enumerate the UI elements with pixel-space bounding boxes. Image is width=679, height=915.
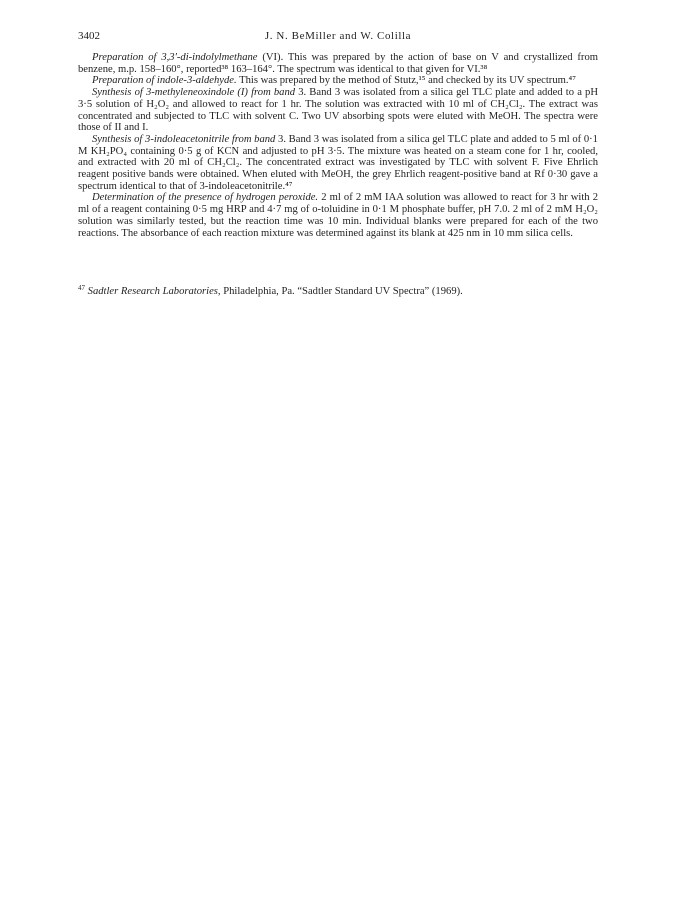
page-number: 3402 bbox=[78, 30, 100, 42]
footnote-marker: 47 bbox=[78, 284, 85, 292]
footnote-body: Philadelphia, Pa. “Sadtler Standard UV Spectra” (1969). bbox=[220, 286, 463, 297]
footnotes bbox=[78, 286, 598, 298]
paragraph-body: 3. Band 3 was isolated from a silica gel TLC plate and added to a pH 3·5 solution of H₂O₂ and allowed to react for 1 hr. The solution was extracted with 10 ml of CH₂Cl₂. The extract was concentrated and subjected to TLC with solvent C. Two UV absorbing spots were eluted with MeOH. The spectra were those of II and I. bbox=[78, 87, 598, 134]
paragraph-body: 3. Band 3 was isolated from a silica gel TLC plate and added to 5 ml of 0·1 M KH₂PO₄ containing 0·5 g of KCN and adjusted to pH 3·5. The mixture was heated on a steam cone for 1 hr, cooled, and extracted with 20 ml of CH₂Cl₂. The concentrated extract was investigated by TLC with solvent F. Five Ehrlich reagent positive bands were obtained. When eluted with MeOH, the grey Ehrlich reagent-positive band at Rf 0·30 gave a spectrum identical to that of 3-indoleacetonitrile.⁴⁷ bbox=[78, 133, 598, 192]
paragraph-methyleneoxindole bbox=[78, 87, 598, 134]
paragraph-title: Synthesis of 3-methyleneoxindole (I) from band bbox=[92, 87, 296, 99]
paragraph-indoleacetonitrile bbox=[78, 134, 598, 193]
page-header bbox=[78, 30, 598, 46]
methods-text bbox=[78, 52, 598, 239]
paragraph-body: 2 ml of 2 mM IAA solution was allowed to react for 3 hr with 2 ml of a reagent containing 0·5 mg HRP and 4·7 mg of o-toluidine in 0·1 M phosphate buffer, pH 7.0. 2 ml of 2 mM H₂O₂ solution was similarly tested, but the reaction time was 10 min. Individual blanks were prepared for each of the two reactions. The absorbance of each reaction mixture was determined against its blank at 425 nm in 10 mm silica cells. bbox=[78, 192, 599, 239]
paragraph-indole-aldehyde bbox=[78, 75, 598, 87]
paragraph-title: Synthesis of 3-indoleacetonitrile from band bbox=[92, 133, 276, 145]
paragraph-title: Determination of the presence of hydrogen peroxide. bbox=[92, 192, 319, 204]
paragraph-hydrogen-peroxide bbox=[78, 192, 598, 239]
paragraph-di-indolylmethane bbox=[78, 52, 598, 75]
paragraph-body: This was prepared by the method of Stutz,¹⁵ and checked by its UV spectrum.⁴⁷ bbox=[236, 75, 576, 87]
running-head: J. N. BeMiller and W. Colilla bbox=[264, 30, 412, 42]
paragraph-title: Preparation of 3,3′-di-indolylmethane bbox=[92, 52, 258, 63]
paragraph-title: Preparation of indole-3-aldehyde. bbox=[92, 75, 237, 87]
paragraph-body: (VI). This was prepared by the action of base on V and crystallized from benzene, m.p. 158–160°, reported³⁸ 163–164°. The spectrum was identical to that given for VI.³⁸ bbox=[78, 52, 598, 75]
footnote-47 bbox=[78, 286, 598, 298]
footnote-title: Sadtler Research Laboratories, bbox=[87, 286, 221, 297]
